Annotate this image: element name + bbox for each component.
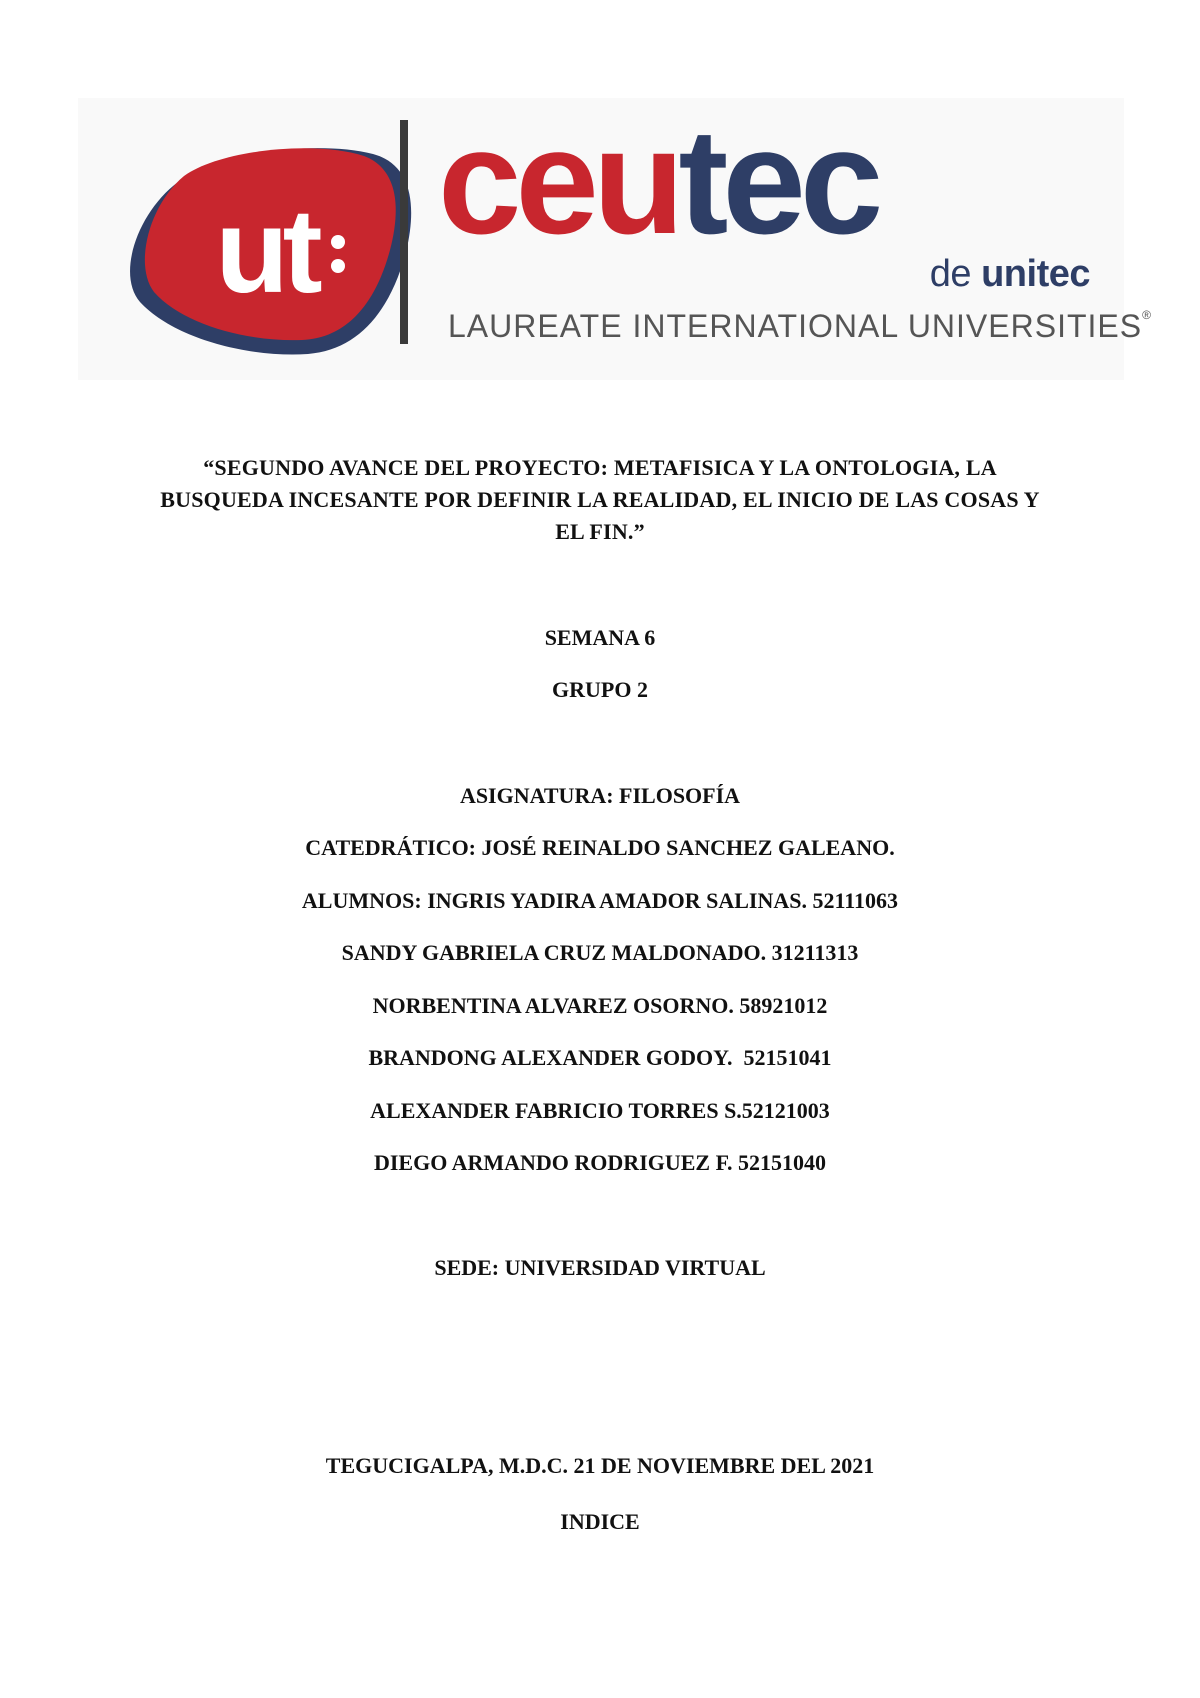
ut-emblem-icon xyxy=(118,142,418,357)
logo-divider xyxy=(400,120,408,344)
semana-line: SEMANA 6 xyxy=(544,625,656,650)
logo-sub-bold: unitec xyxy=(981,253,1090,295)
logo-laureate xyxy=(448,308,1152,345)
sede-line: SEDE: UNIVERSIDAD VIRTUAL xyxy=(434,1255,766,1280)
student-line: DIEGO ARMANDO RODRIGUEZ F. 52151040 xyxy=(373,1150,827,1175)
logo-subtitle xyxy=(930,253,1090,296)
svg-text:ceutec xyxy=(438,98,880,265)
catedratico-line: CATEDRÁTICO: JOSÉ REINALDO SANCHEZ GALEANO. xyxy=(305,835,895,860)
student-line: BRANDONG ALEXANDER GODOY. 52151041 xyxy=(368,1045,832,1070)
wordmark-blue: tec xyxy=(678,98,878,265)
grupo-line: GRUPO 2 xyxy=(552,677,648,702)
ceutec-logo xyxy=(78,98,1152,380)
registered-mark: ® xyxy=(1142,308,1152,322)
ceutec-wordmark xyxy=(438,98,1078,268)
student-line: SANDY GABRIELA CRUZ MALDONADO. 31211313 xyxy=(341,940,859,965)
wordmark-red: ceu xyxy=(438,98,679,265)
asignatura-line: ASIGNATURA: FILOSOFÍA xyxy=(459,783,741,808)
emblem-text: ut xyxy=(215,184,317,318)
lugar-fecha-line: TEGUCIGALPA, M.D.C. 21 DE NOVIEMBRE DEL 2021 xyxy=(325,1453,875,1478)
logo-sub-prefix: de xyxy=(929,253,982,295)
alumnos-line: ALUMNOS: INGRIS YADIRA AMADOR SALINAS. 52111063 xyxy=(301,888,899,913)
indice-heading: INDICE xyxy=(560,1509,640,1534)
student-line: ALEXANDER FABRICIO TORRES S.52121003 xyxy=(370,1098,830,1123)
student-line: NORBENTINA ALVAREZ OSORNO. 58921012 xyxy=(372,993,828,1018)
laureate-text: LAUREATE INTERNATIONAL UNIVERSITIES xyxy=(448,308,1143,344)
document-title: “SEGUNDO AVANCE DEL PROYECTO: METAFISICA Y LA ONTOLOGIA, LA BUSQUEDA INCESANTE POR DEFINIR LA REALIDAD, EL INICIO DE LAS COSAS Y EL FIN.” xyxy=(160,455,1040,544)
